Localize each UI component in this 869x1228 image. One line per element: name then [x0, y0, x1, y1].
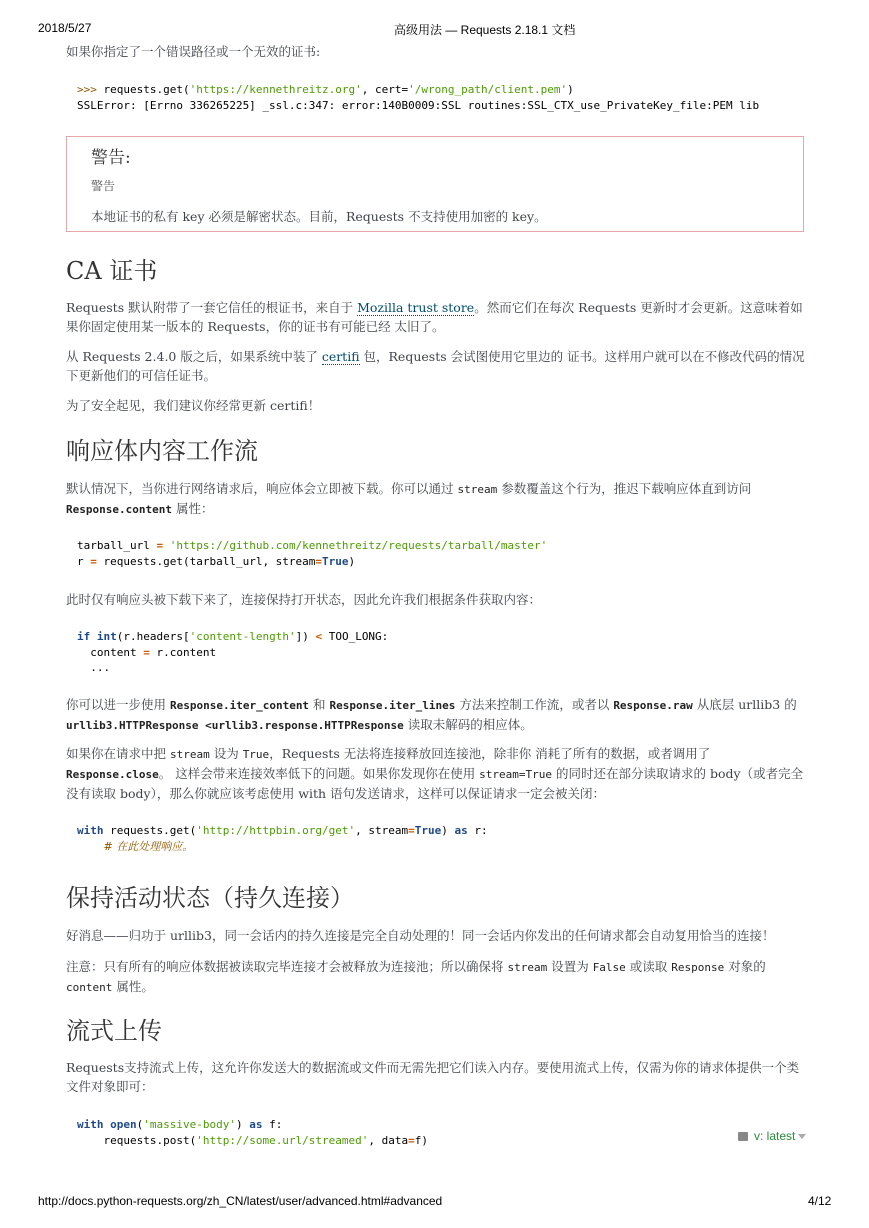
page-number: 4/12 — [808, 1194, 832, 1208]
code-keyword: as — [454, 824, 468, 837]
print-title: 高级用法 — Requests 2.18.1 文档 — [394, 23, 576, 37]
ca-paragraph-2 — [66, 347, 806, 385]
code-text: ) — [235, 1118, 250, 1131]
code-text: f) — [414, 1133, 429, 1147]
text: 注意：只有所有的响应体数据被读取完毕连接才会被释放为连接池；所以确保将 — [66, 959, 508, 974]
text: 。然而它们在每次 Requests 更新时才会更新。这意味着如果你固定使用某一版本的 Requests，你的证书有可能已经 太旧了。 — [66, 300, 803, 334]
heading-ca-certificates: CA 证书 — [66, 257, 158, 285]
text: 或读取 — [625, 959, 672, 974]
heading-keep-alive: 保持活动状态（持久连接） — [66, 884, 354, 912]
code-string: 'massive-body' — [143, 1118, 236, 1131]
code-text: f: — [262, 1118, 283, 1131]
certifi-link[interactable]: certifi — [321, 349, 360, 364]
warning-admonition — [66, 136, 804, 232]
warning-subtitle: 警告 — [91, 179, 116, 193]
inline-code-bold: Response.iter_lines — [329, 699, 456, 712]
code-text: requests.get(tarball_url, stream — [103, 554, 316, 568]
code-text: (r.headers[ — [116, 630, 190, 643]
stream-paragraph-4 — [66, 744, 806, 803]
inline-code-bold: urllib3.HTTPResponse <urllib3.response.HTTPResponse — [66, 719, 404, 732]
print-date: 2018/5/27 — [38, 21, 92, 35]
text: ，Requests 无法将连接释放回连接池，除非你 消耗了所有的数据，或者调用了 — [269, 746, 711, 761]
text: 从底层 urllib3 的 — [692, 697, 797, 712]
code-prompt: >>> — [77, 83, 104, 96]
version-label: v: latest — [754, 1129, 796, 1143]
code-block-cert-error — [66, 82, 806, 113]
text: 对象的 — [724, 959, 766, 974]
code-string: 'https://github.com/kennethreitz/requests/tarball/master' — [169, 539, 548, 552]
intro-text: 如果你指定了一个错误路径或一个无效的证书: — [66, 44, 321, 59]
code-text: , data — [368, 1133, 409, 1147]
inline-code: True — [242, 748, 270, 761]
code-text: requests.get( — [103, 824, 197, 837]
keepalive-paragraph-1: 好消息——归功于 urllib3，同一会话内的持久连接是完全自动处理的！同一会话内你发出的任何请求都会自动复用恰当的连接！ — [66, 928, 775, 943]
code-string: 'http://some.url/streamed' — [196, 1133, 369, 1147]
code-string: 'content-length' — [189, 630, 296, 643]
code-text: , cert= — [361, 83, 409, 96]
text: 和 — [309, 697, 330, 712]
inline-code-bold: Response.close — [66, 768, 159, 781]
heading-streaming-uploads: 流式上传 — [66, 1017, 162, 1045]
code-text: ) — [567, 83, 574, 96]
code-string: '/wrong_path/client.pem' — [408, 83, 568, 96]
code-block-with-request: with requests.get('http://httpbin.org/get', stream=True) as r: # 在此处理响应。 — [77, 824, 488, 853]
upload-paragraph-1: Requests支持流式上传，这允许你发送大的数据流或文件而无需先把它们读入内存。要使用流式上传，仅需为你的请求体提供一个类文件对象即可： — [66, 1060, 800, 1094]
mozilla-trust-store-link[interactable]: Mozilla trust store — [357, 300, 475, 315]
text: 方法来控制工作流，或者以 — [455, 697, 614, 712]
code-string: 'https://kennethreitz.org' — [189, 83, 362, 96]
text: Requests 默认附带了一套它信任的根证书，来自于 — [66, 300, 358, 315]
text: 属性。 — [112, 979, 154, 994]
inline-code: stream — [169, 748, 210, 761]
text: 参数覆盖这个行为，推迟下载响应体直到访问 — [497, 481, 752, 496]
code-text: ( — [136, 1118, 144, 1131]
code-keyword: True — [414, 824, 442, 837]
code-block-stream-upload: with open('massive-body') as f: requests.post('http://some.url/streamed', data=f) — [77, 1118, 429, 1147]
inline-code: content — [66, 981, 113, 994]
text: 。 这样会带来连接效率低下的问题。如果你发现你在使用 — [158, 766, 480, 781]
code-output: SSLError: [Errno 336265225] _ssl.c:347: error:140B0009:SSL routines:SSL_CTX_use_PrivateKey_file:PEM lib — [77, 98, 760, 112]
code-block-content-length: if int(r.headers['content-length']) < TOO_LONG: content = r.content ... — [77, 630, 389, 674]
book-icon — [738, 1132, 748, 1141]
code-text: requests.post( — [103, 1133, 197, 1147]
version-selector[interactable] — [738, 1129, 806, 1143]
code-text: ) — [348, 554, 356, 568]
code-text: TOO_LONG: — [322, 630, 389, 643]
caret-down-icon — [798, 1134, 806, 1139]
code-block-tarball: tarball_url = 'https://github.com/kennethreitz/requests/tarball/master' r = requests.get(tarball_url, stream=True) — [77, 539, 548, 568]
inline-code: stream — [507, 961, 548, 974]
inline-code-bold: Response.content — [66, 503, 172, 516]
inline-code: stream=True — [479, 768, 553, 781]
stream-paragraph-1 — [66, 479, 806, 519]
text: 设置为 — [547, 959, 593, 974]
inline-code: stream — [457, 483, 498, 496]
text: 读取未解码的相应体。 — [403, 717, 533, 732]
code-text: , stream — [355, 824, 409, 837]
code-operator: = — [149, 539, 170, 552]
warning-title: 警告: — [91, 148, 131, 168]
text: 包，Requests 会试图使用它里边的 证书。这样用户就可以在不修改代码的情况下更新他们的可信任证书。 — [66, 349, 805, 383]
code-string: 'http://httpbin.org/get' — [196, 824, 356, 837]
text: 从 Requests 2.4.0 版之后，如果系统中装了 — [66, 349, 322, 364]
text: 的同时还在部分读取请求的 body（或者完全没有读取 body），那么你就应该考虑使用 with 语句发送请求，这样可以保证请求一定会被关闭： — [66, 766, 804, 801]
code-text: ... — [90, 661, 111, 674]
keepalive-paragraph-2 — [66, 957, 806, 997]
inline-code: False — [592, 961, 626, 974]
text: 默认情况下，当你进行网络请求后，响应体会立即被下载。你可以通过 — [66, 481, 458, 496]
code-keyword: True — [322, 554, 349, 568]
code-comment: # 在此处理响应。 — [103, 839, 194, 853]
text: 设为 — [209, 746, 243, 761]
warning-body: 本地证书的私有 key 必须是解密状态。目前，Requests 不支持使用加密的 key。 — [91, 209, 547, 224]
stream-paragraph-3 — [66, 695, 806, 735]
inline-code-bold: Response.iter_content — [169, 699, 310, 712]
code-text: tarball_url — [77, 539, 150, 552]
code-text: r: — [467, 824, 488, 837]
heading-body-content-workflow: 响应体内容工作流 — [66, 437, 258, 465]
code-operator: < — [315, 630, 323, 643]
text: 如果你在请求中把 — [66, 746, 170, 761]
code-builtin: int — [96, 630, 117, 643]
code-builtin: open — [110, 1118, 137, 1131]
code-text: r — [77, 554, 84, 568]
code-keyword: with — [77, 1118, 104, 1131]
code-text: ) — [441, 824, 455, 837]
text: 你可以进一步使用 — [66, 697, 170, 712]
print-url: http://docs.python-requests.org/zh_CN/latest/user/advanced.html#advanced — [38, 1194, 443, 1208]
inline-code-bold: Response.raw — [613, 699, 693, 712]
ca-paragraph-3: 为了安全起见，我们建议你经常更新 certifi！ — [66, 398, 321, 413]
stream-paragraph-2: 此时仅有响应头被下载下来了，连接保持打开状态，因此允许我们根据条件获取内容： — [66, 592, 542, 607]
code-keyword: as — [249, 1118, 263, 1131]
code-text: content — [90, 645, 137, 659]
text: 属性： — [171, 501, 214, 516]
code-keyword: if — [77, 630, 91, 643]
code-keyword: with — [77, 824, 104, 837]
code-text: ]) — [295, 630, 316, 643]
code-text: requests.get( — [103, 83, 190, 96]
inline-code: Response — [671, 961, 725, 974]
code-text: r.content — [149, 645, 217, 659]
ca-paragraph-1 — [66, 298, 806, 336]
